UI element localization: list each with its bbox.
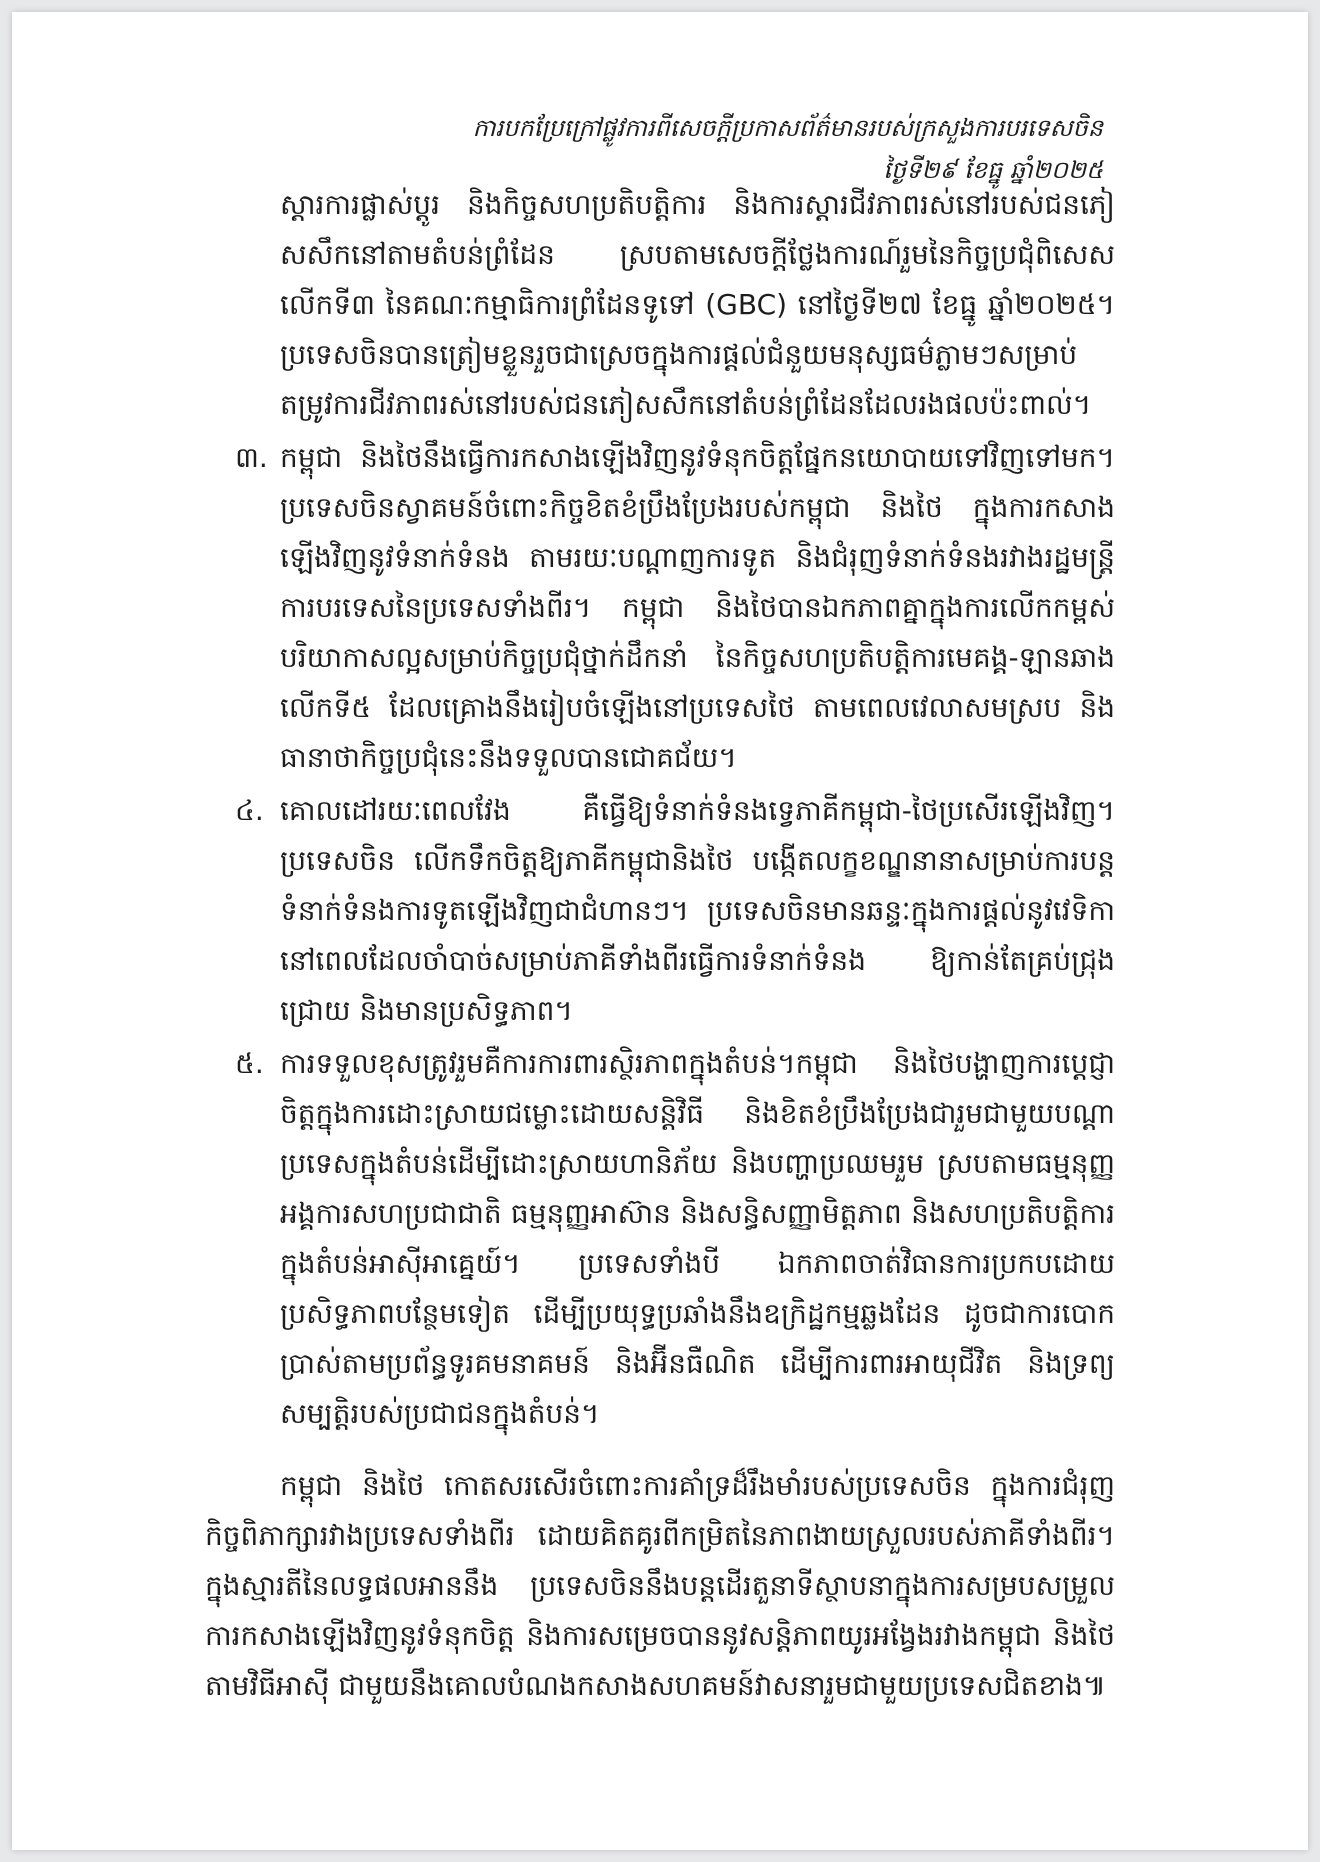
item-number: ៥. — [235, 1047, 264, 1080]
list-item-4 — [205, 786, 1115, 1036]
item-text: កម្ពុជា និងថៃនឹងធ្វើការកសាងឡើងវិញនូវទំនុកចិត្តផ្នែកនយោបាយទៅវិញទៅមក។ ប្រទេសចិនស្វាគមន៍ចំពោះកិច្ចខិតខំប្រឹងប្រែងរបស់កម្ពុជា និងថៃ ក្នុងការកសាងឡើងវិញនូវទំនាក់ទំនង តាមរយៈបណ្តាញការទូត និងជំរុញទំនាក់ទំនងរវាងរដ្ឋមន្ត្រីការបរទេសនៃប្រទេសទាំងពីរ។ កម្ពុជា និងថៃបានឯកភាពគ្នាក្នុងការលើកកម្ពស់បរិយាកាសល្អសម្រាប់កិច្ចប្រជុំថ្នាក់ដឹកនាំ នៃកិច្ចសហប្រតិបត្តិការមេគង្គ-ឡានឆាង លើកទី៥ ដែលគ្រោងនឹងរៀបចំឡើងនៅប្រទេសថៃ តាមពេលវេលាសមស្រប និងធានាថាកិច្ចប្រជុំនេះនឹងទទួលបានជោគជ័យ។ — [280, 441, 1115, 774]
list-item-5 — [205, 1039, 1115, 1439]
document-body — [205, 180, 1115, 1739]
header-date: ថ្ងៃទី២៩ ខែធ្នូ ឆ្នាំ២០២៥ — [883, 156, 1103, 184]
item-text: គោលដៅរយៈពេលវែង គឺធ្វើឱ្យទំនាក់ទំនងទ្វេភាគីកម្ពុជា-ថៃប្រសើរឡើងវិញ។ ប្រទេសចិន លើកទឹកចិត្តឱ្យភាគីកម្ពុជានិងថៃ បង្កើតលក្ខខណ្ឌនានាសម្រាប់ការបន្តទំនាក់ទំនងការទូតឡើងវិញជាជំហានៗ។ ប្រទេសចិនមានឆន្ទៈក្នុងការផ្តល់នូវវេទិកានៅពេលដែលចាំបាច់សម្រាប់ភាគីទាំងពីរធ្វើការទំនាក់ទំនង ឱ្យកាន់តែគ្រប់ជ្រុងជ្រោយ និងមានប្រសិទ្ធភាព។ — [280, 794, 1115, 1027]
closing-paragraph: កម្ពុជា និងថៃ កោតសរសើរចំពោះការគាំទ្រដ៏រឹងមាំរបស់ប្រទេសចិន ក្នុងការជំរុញកិច្ចពិភាក្សារវាងប្រទេសទាំងពីរ ដោយគិតគូរពីកម្រិតនៃភាពងាយស្រួលរបស់ភាគីទាំងពីរ។ ក្នុងស្មារតីនៃលទ្ធផលអាននឹង ប្រទេសចិននឹងបន្តដើរតួនាទីស្ថាបនាក្នុងការសម្របសម្រួលការកសាងឡើងវិញនូវទំនុកចិត្ត និងការសម្រេចបាននូវសន្តិភាពយូរអង្វែងរវាងកម្ពុជា និងថៃ តាមវិធីអាស៊ី ជាមួយនឹងគោលបំណងកសាងសហគមន៍វាសនារួមជាមួយប្រទេសជិតខាង៕ — [205, 1469, 1115, 1702]
continuation-paragraph: ស្តារការផ្លាស់ប្តូរ និងកិច្ចសហប្រតិបត្តិការ និងការស្តារជីវភាពរស់នៅរបស់ជនភៀសសឹកនៅតាមតំបន់ព្រំដែន ស្របតាមសេចក្តីថ្លែងការណ៍រួមនៃកិច្ចប្រជុំពិសេសលើកទី៣ នៃគណៈកម្មាធិការព្រំដែនទូទៅ (GBC) នៅថ្ងៃទី២៧ ខែធ្នូ ឆ្នាំ២០២៥។ ប្រទេសចិនបានត្រៀមខ្លួនរួចជាស្រេចក្នុងការផ្តល់ជំនួយមនុស្សធម៌ភ្លាមៗសម្រាប់តម្រូវការជីវភាពរស់នៅរបស់ជនភៀសសឹកនៅតំបន់ព្រំដែនដែលរងផលប៉ះពាល់។ — [280, 188, 1115, 421]
header-title: ការបកប្រែក្រៅផ្លូវការពីសេចក្តីប្រកាសព័ត៌មានរបស់ក្រសួងការបរទេសចិន — [472, 114, 1103, 142]
item-number: ៣. — [235, 441, 268, 474]
document-header — [473, 107, 1103, 191]
list-item-3 — [205, 433, 1115, 783]
item-text: ការទទួលខុសត្រូវរួមគឺការការពារស្ថិរភាពក្នុងតំបន់។កម្ពុជា និងថៃបង្ហាញការប្តេជ្ញាចិត្តក្នុងការដោះស្រាយជម្លោះដោយសន្តិវិធី និងខិតខំប្រឹងប្រែងជារួមជាមួយបណ្តាប្រទេសក្នុងតំបន់ដើម្បីដោះស្រាយហានិភ័យ និងបញ្ហាប្រឈមរួម ស្របតាមធម្មនុញ្ញអង្គការសហប្រជាជាតិ ធម្មនុញ្ញអាស៊ាន និងសន្ធិសញ្ញាមិត្តភាព និងសហប្រតិបត្តិការក្នុងតំបន់អាស៊ីអាគ្នេយ៍។ ប្រទេសទាំងបី ឯកភាពចាត់វិធានការប្រកបដោយប្រសិទ្ធភាពបន្ថែមទៀត ដើម្បីប្រយុទ្ធប្រឆាំងនឹងឧក្រិដ្ឋកម្មឆ្លងដែន ដូចជាការបោកប្រាស់តាមប្រព័ន្ធទូរគមនាគមន៍ និងអ៊ីនធឺណិត ដើម្បីការពារអាយុជីវិត និងទ្រព្យសម្បត្តិរបស់ប្រជាជនក្នុងតំបន់។ — [280, 1047, 1115, 1430]
item-number: ៤. — [235, 794, 264, 827]
